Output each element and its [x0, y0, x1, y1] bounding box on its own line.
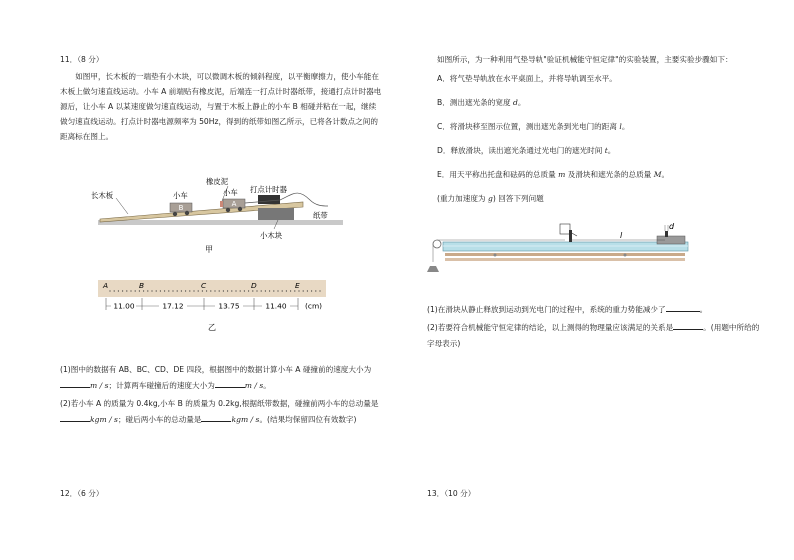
tape-dot: [109, 290, 110, 291]
step-a: A．将气垫导轨放在水平桌面上，并将导轨调至水平。: [437, 74, 617, 83]
q13-number: 13．（10 分）: [427, 489, 476, 498]
point-label: E: [295, 281, 300, 290]
cart-b-wheel: [185, 211, 189, 215]
tape-dot: [244, 290, 245, 291]
answer-blank[interactable]: [666, 302, 700, 312]
tape-dot: [151, 290, 152, 291]
distance-unit: (cm): [305, 301, 323, 311]
tape-dot: [248, 290, 249, 291]
q11-sub1-text: (1)图中的数据有 AB、BC、CD、DE 四段，根据图中的数据计算小车 A 碰撞前的速度大小为: [60, 365, 372, 374]
tape-dot: [261, 290, 262, 291]
point-label: D: [251, 281, 257, 290]
tape-dot: [198, 290, 199, 291]
q12-number: 12．（6 分）: [60, 489, 104, 498]
tape-dot: [319, 290, 320, 291]
tape-dot: [311, 290, 312, 291]
q11-subquestions: [60, 362, 382, 428]
tape-dot: [303, 290, 304, 291]
tape-dot: [143, 290, 144, 291]
tape-dot: [160, 290, 161, 291]
gravity-note: [437, 187, 769, 211]
figure-air-track: [425, 222, 695, 274]
label-block: 小木块: [260, 231, 283, 240]
step-c: [437, 115, 769, 139]
tape-dot: [210, 290, 211, 291]
tape-dot: [315, 290, 316, 291]
step-c-end: 。: [621, 122, 630, 131]
tape-dot: [231, 290, 232, 291]
step-e: [437, 163, 769, 187]
point-label: A: [103, 281, 109, 290]
tape-dot: [206, 290, 207, 291]
tape-dot: [273, 290, 274, 291]
label-clay: 橡皮泥: [206, 177, 229, 186]
tape-dot: [202, 290, 203, 291]
caption-yi: 乙: [208, 323, 216, 332]
step-b: [437, 91, 769, 115]
tape-dot: [235, 290, 236, 291]
label-d: d: [669, 222, 675, 231]
base-rail: [445, 258, 685, 261]
small-block-shape: [258, 208, 294, 220]
cart-a-letter: A: [231, 200, 237, 208]
airtrack-q1-end: 。: [699, 305, 708, 314]
tray-mass-shape: [427, 266, 439, 272]
timer-shape: [258, 195, 280, 204]
unit: kgm / s: [90, 415, 118, 424]
label-car-a: 小车: [223, 188, 238, 197]
step-d-text: D．释放滑块，读出遮光条通过光电门的遮光时间: [437, 146, 605, 155]
cart-b-wheel: [173, 212, 177, 216]
step-e-end: 。: [661, 170, 670, 179]
q11-sub1-text: ；计算两车碰撞后的速度大小为: [108, 381, 215, 390]
tape-dot: [252, 290, 253, 291]
tape-dot: [294, 290, 295, 291]
tape-dot: [193, 290, 194, 291]
var-t: t: [604, 146, 608, 155]
tape-dot: [177, 290, 178, 291]
airtrack-q2-end: 。(用题中所给的字母表示): [427, 323, 760, 348]
tape-dot: [139, 290, 140, 291]
step-e-text: 及滑块和遮光条的总质量: [565, 170, 654, 179]
tape-strip: [98, 280, 326, 297]
step-b-end: 。: [517, 98, 526, 107]
tape-dot: [214, 290, 215, 291]
tape-dot: [265, 290, 266, 291]
caption-jia: 甲: [205, 245, 213, 254]
q11-sub1-end: 。: [263, 381, 271, 390]
tape-dot: [290, 290, 291, 291]
tape-dot: [168, 290, 169, 291]
airtrack-q1: [427, 302, 763, 318]
tape-dot: [227, 290, 228, 291]
tape-dot: [277, 290, 278, 291]
answer-blank[interactable]: [673, 320, 703, 330]
question-11: [60, 52, 382, 144]
tape-dot: [130, 290, 131, 291]
airtrack-q1-text: (1)在滑块从静止释放到运动到光电门的过程中，系统的重力势能减少了: [427, 305, 666, 314]
var-l: l: [619, 122, 622, 131]
tape-dot: [282, 290, 283, 291]
q11-sub2-text: ；碰后两小车的总动量是: [117, 415, 202, 424]
tape-dot: [135, 290, 136, 291]
var-d: d: [512, 98, 518, 107]
q11-sub2-text: (2)若小车 A 的质量为 0.4kg,小车 B 的质量为 0.2kg,根据纸带数据，碰撞前两小车的总动量是: [60, 399, 379, 408]
tape-dot: [185, 290, 186, 291]
figure-yi: [96, 274, 336, 336]
tape-dot: [307, 290, 308, 291]
tape-dot: [240, 290, 241, 291]
tape-dot: [126, 290, 127, 291]
label-car-b: 小车: [173, 191, 188, 200]
cart-b-letter: B: [178, 204, 184, 212]
q11-sub2: [60, 396, 382, 428]
point-label: B: [139, 281, 145, 290]
pulley-shape: [433, 240, 441, 248]
base-rail: [445, 253, 685, 256]
unit: kgm / s: [231, 415, 260, 424]
tape-dot: [189, 290, 190, 291]
label-l: l: [620, 231, 623, 240]
answer-blank[interactable]: [215, 378, 245, 388]
tape-dot: [269, 290, 270, 291]
tape-dot: [164, 290, 165, 291]
label-tape: 纸带: [313, 211, 328, 220]
distance-de: 11.40: [265, 301, 287, 311]
cart-a-wheel: [238, 207, 242, 211]
clay-shape: [220, 201, 223, 207]
figure-jia: [88, 176, 358, 254]
photogate-box: [560, 224, 570, 234]
airtrack-q2: [427, 320, 763, 352]
cart-a-wheel: [226, 208, 230, 212]
distance-bc: 17.12: [162, 301, 184, 311]
step-c-text: C．将滑块移至图示位置，测出遮光条到光电门的距离: [437, 122, 620, 131]
tape-dot: [122, 290, 123, 291]
tape-dot: [118, 290, 119, 291]
var-M: M: [653, 170, 662, 179]
airtrack-q2-text: (2)若要符合机械能守恒定律的结论，以上测得的物理量应该满足的关系是: [427, 323, 674, 332]
tape-dot: [181, 290, 182, 291]
ground-strip: [98, 220, 343, 225]
support-dot: [624, 254, 627, 257]
step-b-text: B．测出遮光条的宽度: [437, 98, 513, 107]
q11-sub2-text: 。(结果均保留四位有效数字): [259, 415, 357, 424]
q11-intro: 如图甲，长木板的一端垫有小木块，可以微调木板的倾斜程度，以平衡摩擦力，使小车能在木板上做匀速直线运动。小车 A 前端贴有橡皮泥，后端连一打点计时器纸带，接通打点计时器电源后，让小车 A 以某速度做匀速直线运动，与置于木板上静止的小车 B 相碰并粘在一起，继续做匀速直线运动。打点计时器电源频率为 50Hz，得到的纸带如图乙所示，已将各计数点之间的距离标在图上。: [60, 72, 382, 141]
distance-ab: 11.00: [113, 301, 135, 311]
tape-dot: [256, 290, 257, 291]
tape-dot: [223, 290, 224, 291]
question-air-track: [437, 52, 769, 211]
airtrack-intro: 如图所示，为一种利用气垫导轨"验证机械能守恒定律"的实验装置，主要实验步骤如下：: [437, 55, 733, 64]
label-long-board: 长木板: [91, 191, 114, 200]
var-m: m: [558, 170, 566, 179]
answer-blank[interactable]: [201, 412, 231, 422]
shading-strip: [665, 231, 668, 237]
tape-dot: [172, 290, 173, 291]
step-d: [437, 139, 769, 163]
step-e-text: E．用天平称出托盘和砝码的总质量: [437, 170, 559, 179]
step-d-end: 。: [607, 146, 616, 155]
airtrack-subquestions: [427, 302, 763, 352]
tape-dot: [219, 290, 220, 291]
unit: m / s: [244, 381, 264, 390]
tape-dot: [156, 290, 157, 291]
tape-dot: [298, 290, 299, 291]
answer-blank[interactable]: [60, 378, 90, 388]
point-label: C: [201, 281, 207, 290]
gravity-text: (重力加速度为: [437, 194, 488, 203]
leader-line: [116, 198, 128, 214]
tape-dot: [114, 290, 115, 291]
tape-dot: [286, 290, 287, 291]
q11-sub1: [60, 362, 382, 394]
distance-cd: 13.75: [218, 301, 240, 311]
tape-dot: [147, 290, 148, 291]
support-dot: [494, 254, 497, 257]
answer-blank[interactable]: [60, 412, 90, 422]
gravity-end: ) 回答下列问题: [492, 194, 544, 203]
var-g: g: [487, 194, 493, 203]
q11-number: 11．（8 分）: [60, 55, 104, 64]
unit: m / s: [90, 381, 109, 390]
label-timer: 打点计时器: [250, 185, 287, 194]
